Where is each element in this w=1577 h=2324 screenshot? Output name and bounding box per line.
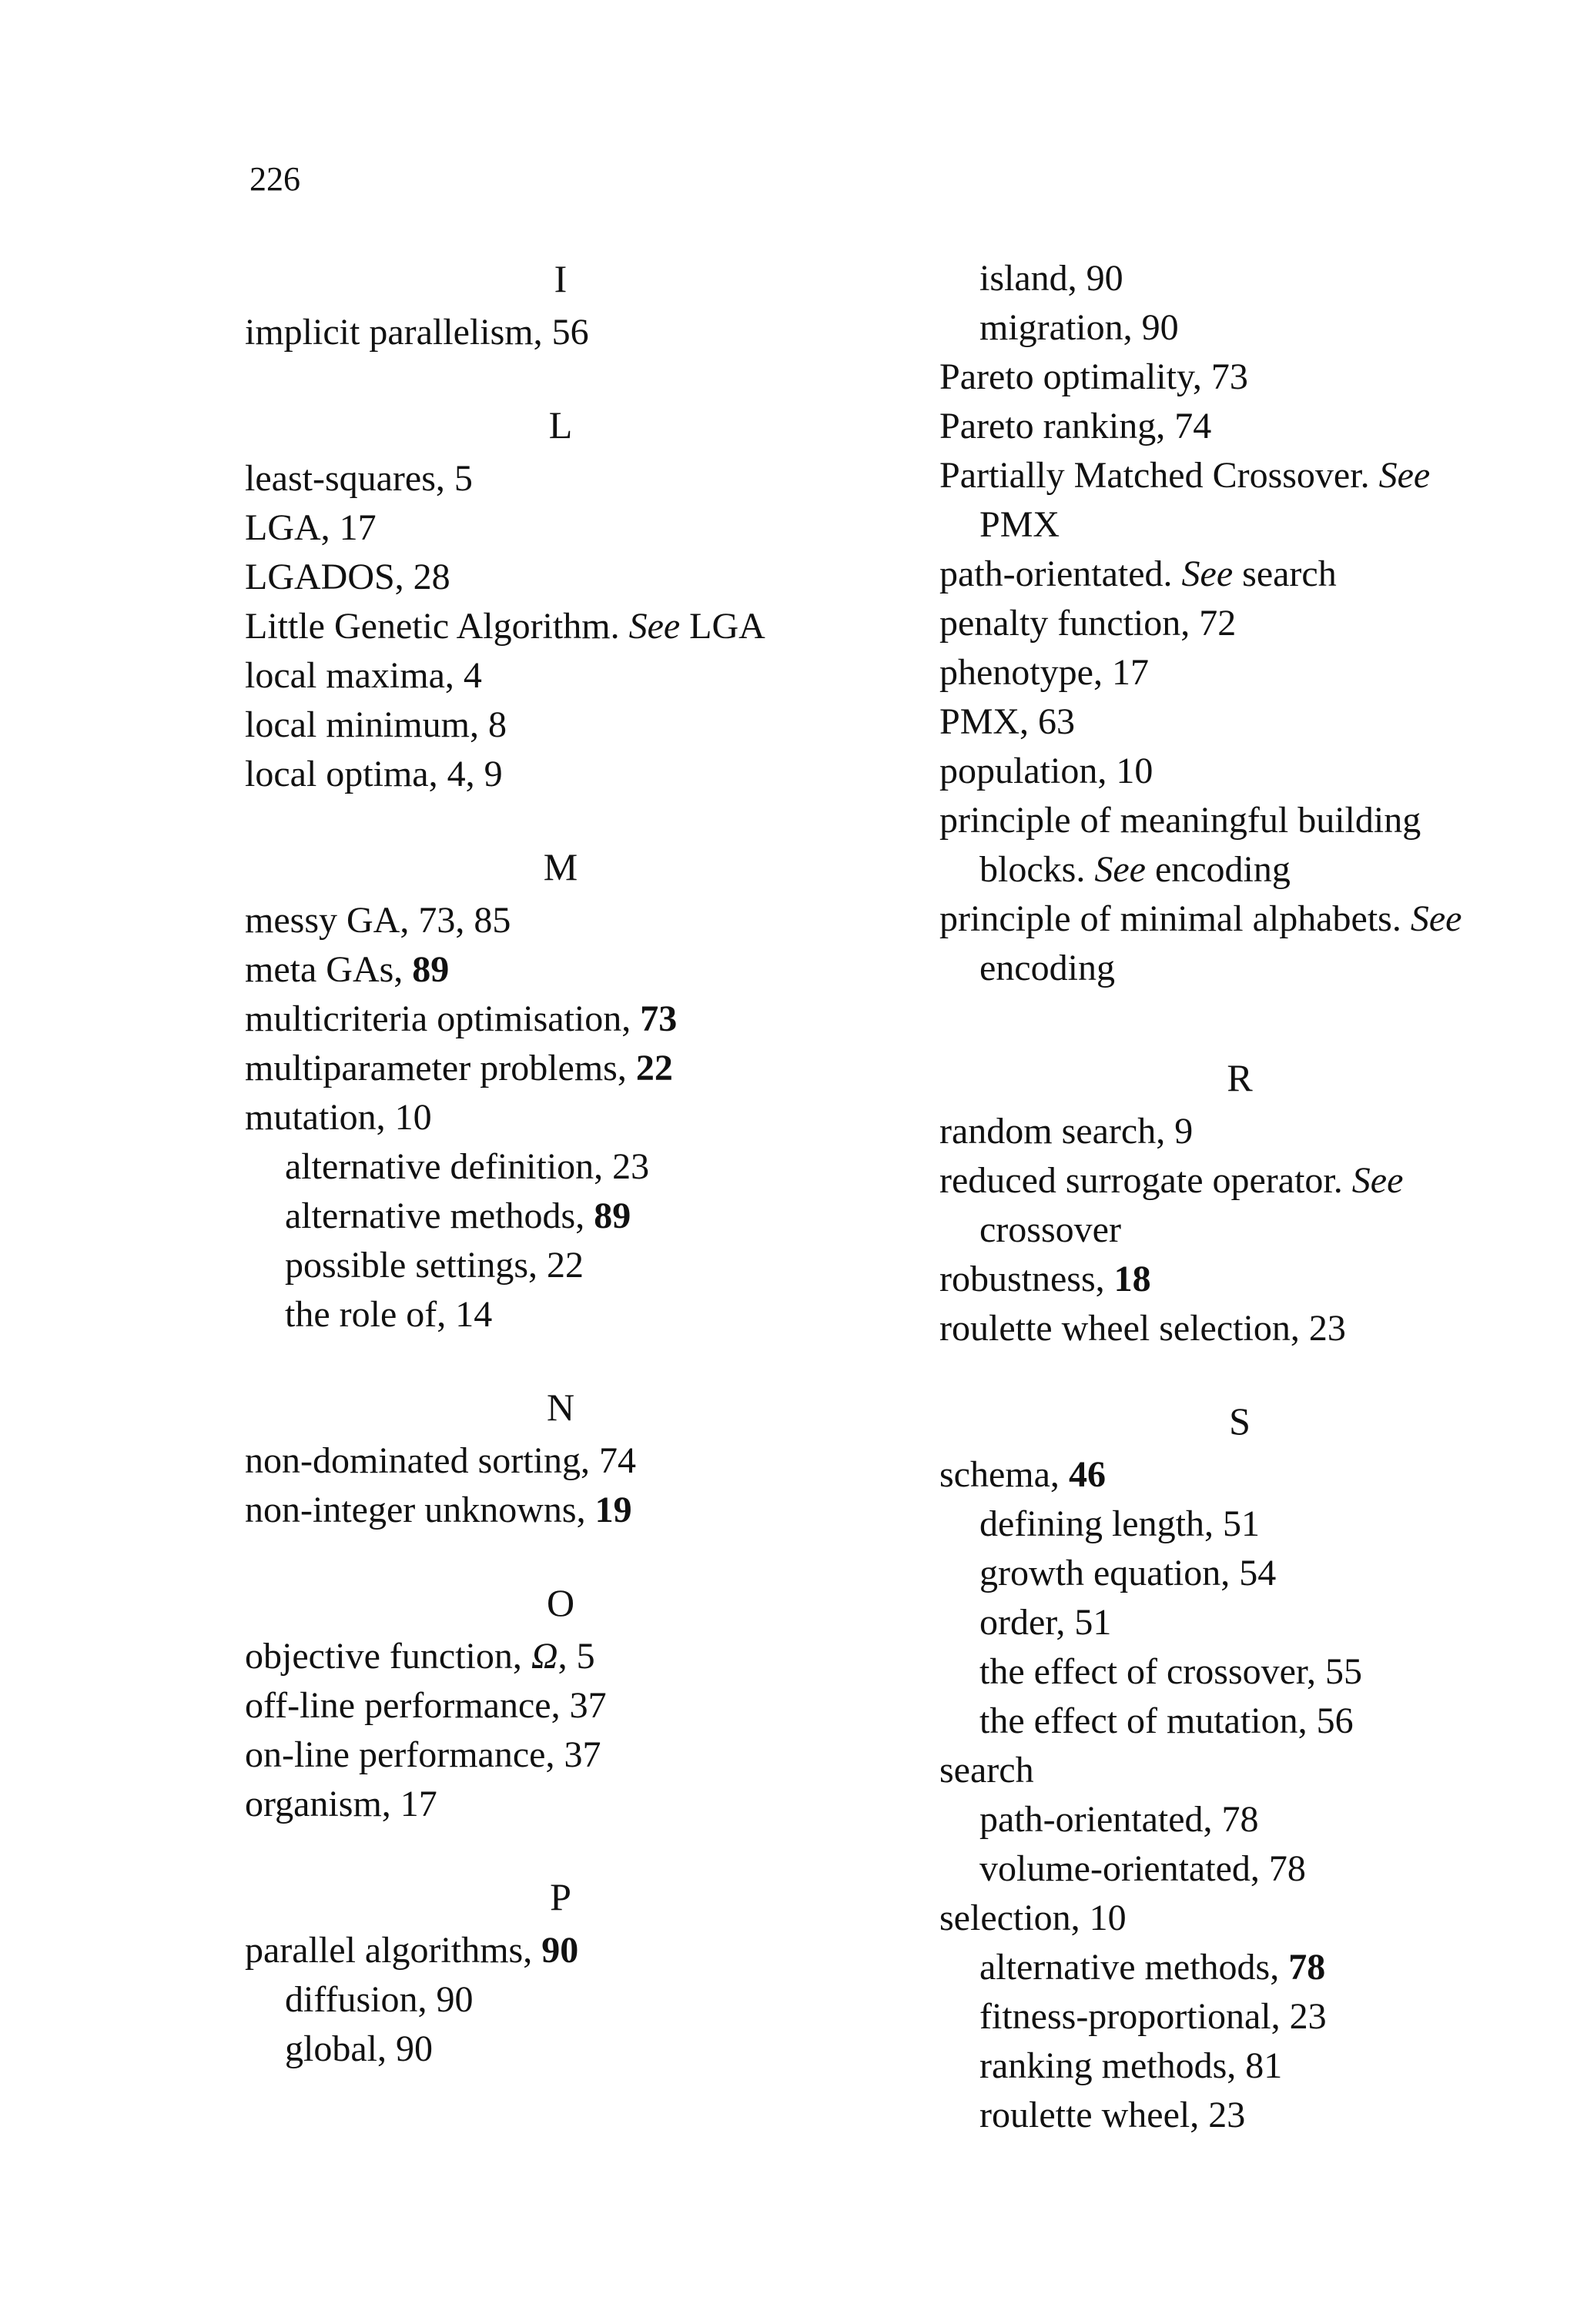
index-entry xyxy=(245,1044,876,1093)
page-ref-bold: 73 xyxy=(640,998,678,1039)
index-entry: local minimum, 8 xyxy=(245,704,507,745)
index-subentry: island, 90 xyxy=(979,258,1123,299)
page-ref-bold: 18 xyxy=(1113,1259,1151,1299)
page-ref-bold: 89 xyxy=(412,949,450,990)
index-entry-continuation xyxy=(939,845,1540,894)
index-entry: random search, 9 xyxy=(939,1111,1194,1152)
index-entry: local optima, 4, 9 xyxy=(245,754,503,794)
index-section-m xyxy=(245,842,876,1339)
index-entry: Pareto optimality, 73 xyxy=(939,356,1248,397)
index-subentry: global, 90 xyxy=(285,2028,433,2069)
index-section-p-continued xyxy=(939,254,1540,993)
section-letter: N xyxy=(546,1386,575,1429)
section-letter: L xyxy=(548,403,573,446)
index-entry: least-squares, 5 xyxy=(245,458,473,499)
entry-text: multiparameter problems, xyxy=(245,1048,636,1088)
index-entry xyxy=(245,945,876,995)
index-entry: principle of meaningful building xyxy=(939,800,1421,841)
index-subentry: path-orientated, 78 xyxy=(979,1799,1259,1840)
section-letter: O xyxy=(546,1581,575,1624)
index-subentry: defining length, 51 xyxy=(979,1503,1260,1544)
index-entry: phenotype, 17 xyxy=(939,652,1149,693)
index-entry: mutation, 10 xyxy=(245,1097,432,1138)
index-entry: LGADOS, 28 xyxy=(245,557,450,597)
entry-text: Little Genetic Algorithm. xyxy=(245,606,629,647)
index-section-l xyxy=(245,400,876,799)
index-entry: penalty function, 72 xyxy=(939,603,1237,644)
page-ref-bold: 22 xyxy=(635,1048,673,1088)
page-ref-bold: 78 xyxy=(1288,1947,1326,1988)
index-subentry: migration, 90 xyxy=(979,307,1179,348)
section-letter: R xyxy=(1227,1056,1253,1099)
index-subentry: possible settings, 22 xyxy=(285,1245,584,1286)
index-subentry: ranking methods, 81 xyxy=(979,2045,1283,2086)
index-entry xyxy=(939,894,1540,944)
index-section-o xyxy=(245,1578,876,1829)
index-subentry: the effect of crossover, 55 xyxy=(979,1651,1362,1692)
omega-symbol: Ω xyxy=(531,1636,558,1677)
index-entry: local maxima, 4 xyxy=(245,655,482,696)
entry-text: Partially Matched Crossover. xyxy=(939,455,1379,496)
index-entry xyxy=(245,602,876,651)
index-subentry: order, 51 xyxy=(979,1602,1112,1643)
index-column-left xyxy=(245,254,876,2074)
entry-text: encoding xyxy=(1145,849,1291,890)
entry-text: principle of minimal alphabets. xyxy=(939,898,1411,939)
entry-text: alternative methods, xyxy=(979,1947,1289,1988)
index-entry: on-line performance, 37 xyxy=(245,1734,601,1775)
index-entry xyxy=(939,1450,1540,1500)
index-entry-continuation: encoding xyxy=(979,948,1115,988)
index-entry-continuation: PMX xyxy=(979,504,1060,545)
entry-text: robustness, xyxy=(939,1259,1114,1299)
entry-text: parallel algorithms, xyxy=(245,1930,542,1971)
see-reference: See xyxy=(1410,898,1462,939)
index-entry: search xyxy=(939,1750,1034,1791)
see-reference: See xyxy=(1094,849,1146,890)
entry-text: objective function, xyxy=(245,1636,531,1677)
entry-text: search xyxy=(1233,553,1337,594)
index-entry: implicit parallelism, 56 xyxy=(245,312,589,353)
index-entry xyxy=(245,1632,876,1681)
page-ref-bold: 46 xyxy=(1068,1454,1106,1495)
index-entry xyxy=(939,1156,1540,1205)
page-ref-bold: 19 xyxy=(594,1490,632,1530)
index-entry xyxy=(939,1255,1540,1304)
entry-text: non-integer unknowns, xyxy=(245,1490,595,1530)
index-section-p xyxy=(245,1872,876,2074)
index-entry: selection, 10 xyxy=(939,1898,1127,1938)
page-ref-bold: 89 xyxy=(594,1195,631,1236)
index-section-i xyxy=(245,254,876,357)
index-entry: population, 10 xyxy=(939,751,1153,791)
index-section-s xyxy=(939,1396,1540,2140)
index-entry: organism, 17 xyxy=(245,1784,437,1824)
index-subentry xyxy=(939,1943,1540,1992)
index-section-r xyxy=(939,1053,1540,1353)
index-subentry xyxy=(245,1192,876,1241)
section-letter: I xyxy=(554,257,568,300)
entry-text: reduced surrogate operator. xyxy=(939,1160,1352,1201)
index-subentry: growth equation, 54 xyxy=(979,1553,1277,1593)
index-subentry: volume-orientated, 78 xyxy=(979,1848,1306,1889)
see-reference: See xyxy=(1181,553,1234,594)
entry-text: LGA xyxy=(680,606,765,647)
see-reference: See xyxy=(1351,1160,1404,1201)
index-entry xyxy=(245,995,876,1044)
index-subentry: diffusion, 90 xyxy=(285,1979,474,2020)
index-entry: roulette wheel selection, 23 xyxy=(939,1308,1346,1349)
index-entry xyxy=(939,451,1540,500)
section-letter: P xyxy=(550,1875,571,1918)
index-subentry: roulette wheel, 23 xyxy=(979,2095,1246,2135)
index-subentry: alternative definition, 23 xyxy=(285,1146,650,1187)
index-entry xyxy=(939,550,1540,599)
entry-text: meta GAs, xyxy=(245,949,413,990)
entry-text: multicriteria optimisation, xyxy=(245,998,641,1039)
index-subentry: the effect of mutation, 56 xyxy=(979,1700,1354,1741)
page-ref-bold: 90 xyxy=(541,1930,579,1971)
index-subentry: the role of, 14 xyxy=(285,1294,493,1335)
index-entry: LGA, 17 xyxy=(245,507,377,548)
see-reference: See xyxy=(628,606,681,647)
section-letter: M xyxy=(543,845,578,888)
index-entry: Pareto ranking, 74 xyxy=(939,406,1212,446)
index-entry xyxy=(245,1926,876,1975)
see-reference: See xyxy=(1378,455,1431,496)
index-entry-continuation: crossover xyxy=(979,1209,1121,1250)
index-entry: PMX, 63 xyxy=(939,701,1076,742)
entry-text: , 5 xyxy=(557,1636,595,1677)
index-entry: messy GA, 73, 85 xyxy=(245,900,511,941)
entry-text: blocks. xyxy=(979,849,1095,890)
index-entry: off-line performance, 37 xyxy=(245,1685,607,1726)
index-entry: non-dominated sorting, 74 xyxy=(245,1440,636,1481)
index-column-right xyxy=(939,254,1540,2140)
index-entry xyxy=(245,1486,876,1535)
entry-text: path-orientated. xyxy=(939,553,1182,594)
entry-text: schema, xyxy=(939,1454,1069,1495)
index-subentry: fitness-proportional, 23 xyxy=(979,1996,1327,2037)
entry-text: alternative methods, xyxy=(285,1195,594,1236)
index-section-n xyxy=(245,1383,876,1535)
page-number: 226 xyxy=(249,160,300,198)
section-letter: S xyxy=(1229,1399,1251,1443)
